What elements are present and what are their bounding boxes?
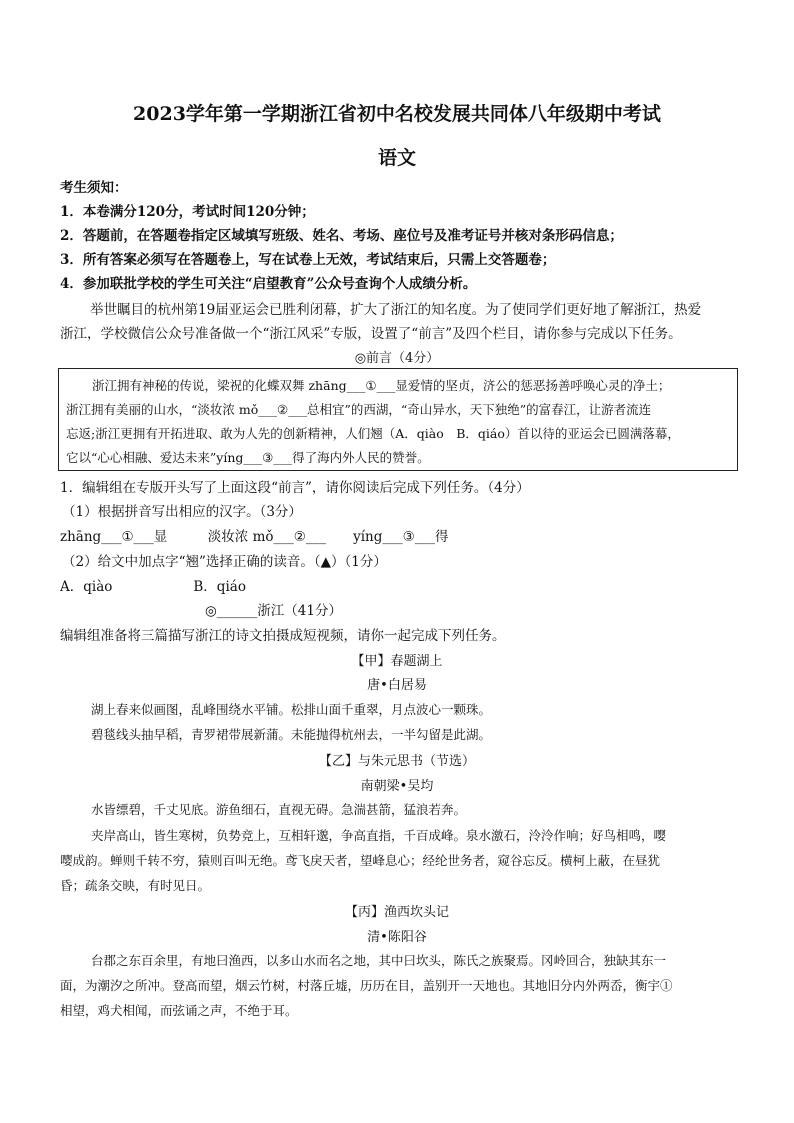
notice-item-3: 3．所有答案必须写在答题卷上，写在试卷上无效，考试结束后，只需上交答题卷； [60,252,556,268]
text-bing-line-2: 面，为潮汐之所冲。登高而望，烟云竹树，村落丘墟，历历在目，盖别开一天地也。其地旧分内外两岙，衡宇① [60,978,673,993]
intro-line-1: 举世瞩目的杭州第19届亚运会已胜利闭幕，扩大了浙江的知名度。为了使同学们更好地了解浙江，热爱 [90,302,702,318]
notice-item-4: 4．参加联批学校的学生可关注“启望教育”公众号查询个人成绩分析。 [60,276,477,292]
question-1-pinyin: zhāng___①___显 淡妆浓 mǒ___②___ yíng___③___得 [60,529,449,545]
preface-line-4: 它以“心心相融、爱达未来”yíng___③___得了海内外人民的赞誉。 [66,450,430,465]
text-bing-line-1: 台郡之东百余里，有地曰渔西，以多山水而名之地，其中曰坎头，陈氏之族聚焉。冈岭回合，独缺其东一 [91,953,667,968]
section-2-intro: 编辑组准备将三篇描写浙江的诗文拍摄成短视频，请你一起完成下列任务。 [60,628,506,644]
text-bing-title: 【丙】渔西坎头记 [344,905,449,920]
exam-title: 2023学年第一学期浙江省初中名校发展共同体八年级期中考试 [133,103,661,125]
question-1-stem: 1．编辑组在专版开头写了上面这段“前言”，请你阅读后完成下列任务。（4分） [60,480,530,496]
question-1-options: A．qiào B．qiáo [60,579,246,595]
intro-line-2: 浙江，学校微信公众号准备做一个“浙江风采”专版，设置了“前言”及四个栏目，请你参与完成以下任务。 [60,326,682,342]
text-yi-line-3: 嘤成韵。蝉则千转不穷，猿则百叫无绝。鸢飞戾天者，望峰息心；经纶世务者，窥谷忘反。横柯上蔽，在昼犹 [60,853,661,868]
notice-item-2: 2．答题前，在答题卷指定区域填写班级、姓名、考场、座位号及准考证号并核对条形码信息； [60,228,623,244]
notice-item-1: 1．本卷满分120分，考试时间120分钟； [60,204,315,220]
subject-title: 语文 [377,147,416,169]
poem-jia-line-1: 湖上春来似画图，乱峰围绕水平铺。松排山面千重翠，月点波心一颗珠。 [91,702,492,717]
text-yi-line-2: 夹岸高山，皆生寒树，负势竞上，互相轩邈，争高直指，千百成峰。泉水激石，泠泠作响；好鸟相鸣，嘤 [91,828,667,843]
poem-jia-title: 【甲】春题湖上 [351,654,443,669]
text-yi-line-1: 水皆缥碧，千丈见底。游鱼细石，直视无碍。急湍甚箭，猛浪若奔。 [91,802,467,817]
preface-line-1: 浙江拥有神秘的传说，梁祝的化蝶双舞 zhāng___①___显爱情的坚贞，济公的惩恶扬善呼唤心灵的净土； [92,378,671,393]
question-1-sub-2: （2）给文中加点字“翘”选择正确的读音。（▲）（1分） [62,554,387,570]
section-2-heading: ◎______浙江（41分） [205,603,342,619]
preface-line-2: 浙江拥有美丽的山水，“淡妆浓 mǒ___②___总相宜”的西湖，“奇山异水，天下独绝”的富春江，让游者流连 [66,402,652,417]
text-yi-line-4: 昏；疏条交映，有时见日。 [60,878,211,893]
preface-line-3: 忘返;浙江更拥有开拓进取、敢为人先的创新精神，人们翘（A．qiào B．qiáo）首以待的亚运会已圆满落幕， [66,426,680,441]
question-1-sub-1: （1）根据拼音写出相应的汉字。（3分） [62,504,302,520]
notice-heading: 考生须知： [60,180,128,196]
text-bing-author: 清•陈阳谷 [367,930,427,945]
text-yi-author: 南朝梁•吴均 [360,779,434,794]
preface-heading: ◎前言（4分） [354,351,440,366]
poem-jia-author: 唐•白居易 [367,678,427,693]
text-yi-title: 【乙】与朱元思书（节选） [318,754,475,769]
poem-jia-line-2: 碧毯线头抽早稻，青罗裙带展新蒲。未能抛得杭州去，一半勾留是此湖。 [91,727,492,742]
text-bing-line-3: 相望，鸡犬相闻，而弦诵之声，不绝于耳。 [60,1003,298,1018]
